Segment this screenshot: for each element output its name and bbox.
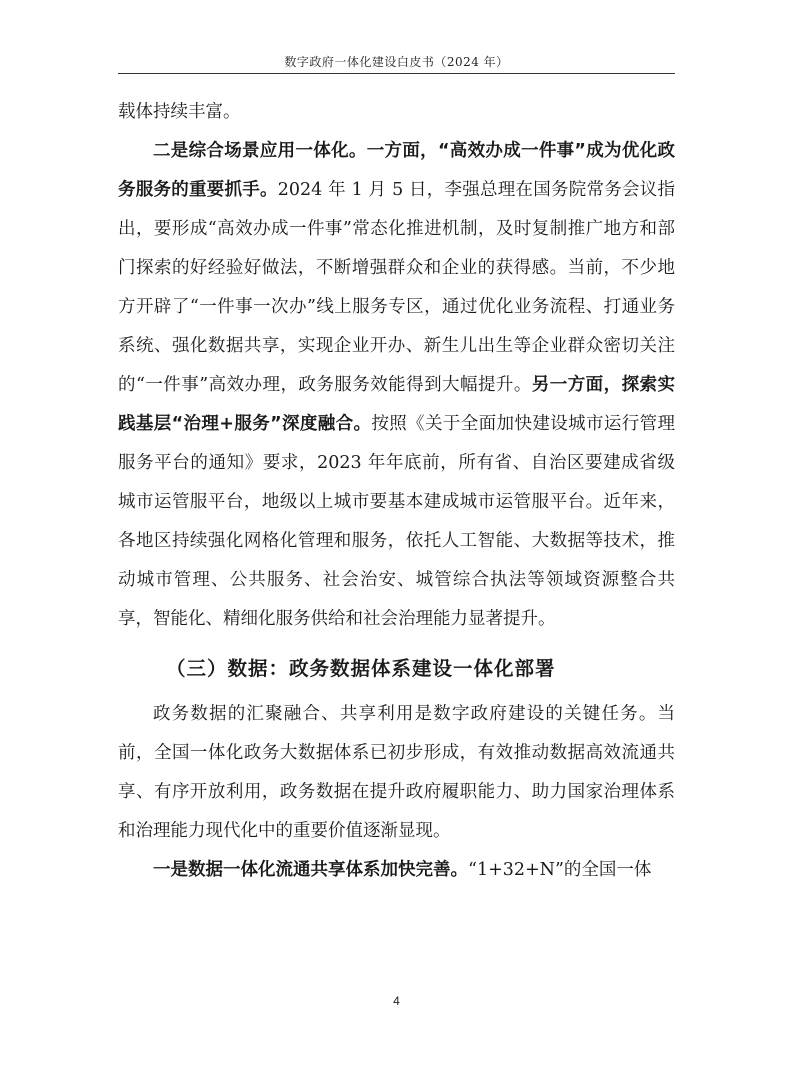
page-number: 4 [393,994,400,1008]
paragraph-data-sharing [118,851,675,890]
paragraph-text: “1+32+N”的全国一体 [468,860,652,880]
paragraph-data-intro [118,695,675,851]
section-heading: （三）数据：政务数据体系建设一体化部署 [166,657,556,680]
bold-lead-sentence: 一是数据一体化流通共享体系加快完善。 [153,860,468,880]
paragraph-text: 按照《关于全面加快建设城市运行管理服务平台的通知》要求，2023 年年底前，所有省、自治区要建成省级城市运管服平台，地级以上城市要基本建成城市运管服平台。近年来，各地区持续强化网格化管理和服务，依托人工智能、大数据等技术，推动城市管理、公共服务、社会治安、城管综合执法等领域资源整合共享，智能化、精细化服务供给和社会治理能力显著提升。 [118,414,675,629]
paragraph-integrated-scenarios [118,132,675,639]
body-text [118,93,675,890]
paragraph-text: 2024 年 1 月 5 日，李强总理在国务院常务会议指出，要形成“高效办成一件事”常态化推进机制，及时复制推广地方和部门探索的好经验好做法，不断增强群众和企业的获得感。当前，不少地方开辟了“一件事一次办”线上服务专区，通过优化业务流程、打通业务系统、强化数据共享，实现企业开办、新生儿出生等企业群众密切关注的“一件事”高效办理，政务服务效能得到大幅提升。 [118,180,675,395]
paragraph-text: 政务数据的汇聚融合、共享利用是数字政府建设的关键任务。当前，全国一体化政务大数据体系已初步形成，有效推动数据高效流通共享、有序开放利用，政务数据在提升政府履职能力、助力国家治理体系和治理能力现代化中的重要价值逐渐显现。 [118,704,675,841]
paragraph-text: 载体持续丰富。 [118,102,241,122]
bold-lead-sentence: 另一方面，探索实践基层“治理+服务”深度融合。 [118,375,675,434]
header-divider [118,73,675,74]
paragraph-continuation [118,93,675,132]
running-header: 数字政府一体化建设白皮书（2024 年） [284,55,509,69]
bold-lead-sentence: 二是综合场景应用一体化。一方面，“高效办成一件事”成为优化政务服务的重要抓手。 [118,141,675,200]
